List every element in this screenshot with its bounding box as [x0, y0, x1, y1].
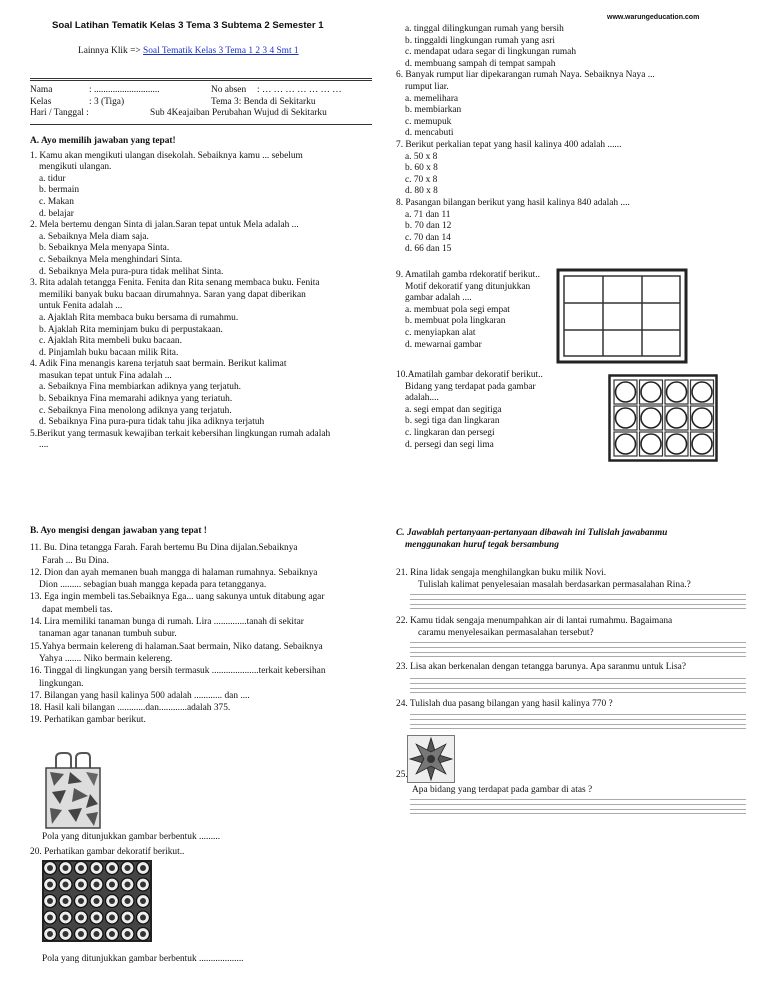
- text-line: 5.Berikut yang termasuk kewajiban terkait kebersihan lingkungan rumah adalah: [30, 428, 331, 439]
- text-line: caramu menyelesaikan permasalahan tersebut?: [418, 627, 594, 638]
- section-a-heading: A. Ayo memilih jawaban yang tepat!: [30, 136, 176, 146]
- text-line: 14. Lira memiliki tanaman bunga di rumah. Lira ..............tanah di sekitar: [30, 617, 304, 628]
- option-line: d. mencabuti: [405, 128, 454, 139]
- option-line: a. tidur: [39, 173, 66, 184]
- q19-caption: Pola yang ditunjukkan gambar berbentuk .........: [42, 832, 221, 842]
- option-line: c. Makan: [39, 196, 74, 207]
- text-line: Motif dekoratif yang ditunjukkan: [405, 281, 531, 292]
- option-line: a. 50 x 8: [405, 151, 438, 162]
- text-line: 12. Dion dan ayah memanen buah mangga di halaman rumahnya. Sebaiknya: [30, 567, 318, 578]
- q20-text: 20. Perhatikan gambar dekoratif berikut..: [30, 847, 185, 857]
- text-line: 8. Pasangan bilangan berikut yang hasil kalinya 840 adalah ....: [396, 197, 630, 208]
- option-line: c. 70 dan 14: [405, 232, 451, 243]
- option-line: b. membiarkan: [405, 105, 462, 116]
- section-c-heading: [396, 528, 667, 551]
- grid-pattern-image: [556, 268, 688, 364]
- option-line: d. belajar: [39, 208, 74, 219]
- circle-grid-image: [608, 374, 718, 462]
- option-line: c. lingkaran dan persegi: [405, 427, 495, 438]
- option-line: c. mendapat udara segar di lingkungan rumah: [405, 47, 577, 58]
- section-b-heading: B. Ayo mengisi dengan jawaban yang tepat !: [30, 526, 207, 536]
- identity-block: [30, 85, 372, 120]
- question-21: [396, 568, 691, 591]
- option-line: d. 66 dan 15: [405, 244, 452, 255]
- question-23: 23. Lisa akan berkenalan dengan tetangga barunya. Apa saranmu untuk Lisa?: [396, 662, 686, 672]
- section-c-heading-1: C. Jawablah pertanyaan-pertanyaan dibawah ini Tulislah jawabanmu: [396, 528, 668, 538]
- option-line: b. 60 x 8: [405, 163, 438, 174]
- option-line: d. Sebaiknya Fina pura-pura tidak tahu jika adiknya terjatuh: [39, 417, 265, 428]
- option-line: c. Sebaiknya Mela menghindari Sinta.: [39, 254, 183, 265]
- option-line: b. 70 dan 12: [405, 221, 452, 232]
- text-line: memiliki banyak buku bacaan dirumahnya. Saran yang dapat diberikan: [39, 289, 306, 300]
- question-22: [396, 616, 672, 639]
- text-line: untuk Fenita adalah ...: [39, 301, 123, 312]
- text-line: gambar adalah ....: [405, 293, 472, 304]
- option-line: d. persegi dan segi lima: [405, 439, 494, 450]
- section-c-heading-2: menggunakan huruf tegak bersambung: [405, 539, 559, 550]
- text-line: Yahya ....... Niko bermain kelereng.: [39, 653, 173, 664]
- option-line: b. Sebaiknya Mela menyapa Sinta.: [39, 243, 170, 254]
- option-line: b. tinggaldi lingkungan rumah yang asri: [405, 35, 555, 46]
- option-line: d. 80 x 8: [405, 186, 438, 197]
- text-line: 22. Kamu tidak sengaja menumpahkan air di lantai rumahmu. Bagaimana: [396, 616, 673, 626]
- noabsen-label: No absen: [211, 85, 247, 95]
- option-line: d. Sebaiknya Mela pura-pura tidak melihat Sinta.: [39, 266, 224, 277]
- option-line: c. Sebaiknya Fina menolong adiknya yang terjatuh.: [39, 405, 232, 416]
- text-line: 4. Adik Fina menangis karena terjatuh saat bermain. Berikut kalimat: [30, 359, 287, 370]
- text-line: 18. Hasil kali bilangan ............dan............adalah 375.: [30, 703, 231, 714]
- text-line: Bidang yang terdapat pada gambar: [405, 381, 536, 392]
- option-line: b. segi tiga dan lingkaran: [405, 416, 500, 427]
- option-line: a. memelihara: [405, 93, 459, 104]
- option-line: a. Ajaklah Rita membaca buku bersama di rumahmu.: [39, 312, 239, 323]
- option-line: a. segi empat dan segitiga: [405, 404, 502, 415]
- text-line: rumput liar.: [405, 81, 449, 92]
- text-line: 3. Rita adalah tetangga Fenita. Fenita dan Rita senang membaca buku. Fenita: [30, 278, 320, 289]
- text-line: 16. Tinggal di lingkungan yang bersih termasuk ....................terkait kebersihan: [30, 666, 326, 677]
- text-line: 17. Bilangan yang hasil kalinya 500 adalah ............ dan ....: [30, 690, 250, 701]
- q20-caption: Pola yang ditunjukkan gambar berbentuk ...................: [42, 954, 244, 964]
- text-line: ....: [39, 440, 49, 451]
- text-line: 11. Bu. Dina tetangga Farah. Farah bertemu Bu Dina dijalan.Sebaiknya: [30, 543, 298, 554]
- noabsen-value: : … … … … … … …: [257, 85, 342, 95]
- star-pattern-image: [407, 735, 455, 783]
- text-line: masukan tepat untuk Fina adalah ...: [39, 370, 172, 381]
- bag-pattern-image: [42, 752, 104, 830]
- text-line: Dion ......... sebagian buah mangga kepada para tetangganya.: [39, 580, 267, 591]
- text-line: dapat membeli tas.: [42, 604, 113, 615]
- nama-label: Nama: [30, 85, 53, 95]
- option-line: a. 71 dan 11: [405, 209, 451, 220]
- worksheet-title: Soal Latihan Tematik Kelas 3 Tema 3 Subtema 2 Semester 1: [52, 20, 324, 31]
- option-line: a. Sebaiknya Mela diam saja.: [39, 231, 149, 242]
- sub-label: Sub 4Keajaiban Perubahan Wujud di Sekitarku: [150, 108, 327, 119]
- section-a-left: [30, 136, 380, 452]
- hari-label: Hari / Tanggal :: [30, 108, 89, 119]
- text-line: 6. Banyak rumput liar dipekarangan rumah Naya. Sebaiknya Naya ...: [396, 70, 655, 81]
- text-line: tanaman agar tananan tumbuh subur.: [39, 629, 177, 640]
- kelas-label: Kelas: [30, 96, 52, 107]
- question-25-number: 25.: [396, 770, 408, 780]
- kelas-value: : 3 (Tiga): [89, 96, 125, 107]
- text-line: 13. Ega ingin membeli tas.Sebaiknya Ega... uang sakunya untuk ditabung agar: [30, 592, 325, 603]
- text-line: 21. Rina lidak sengaja menghilangkan buku milik Novi.: [396, 568, 607, 578]
- text-line: Farah ... Bu Dina.: [42, 555, 109, 566]
- text-line: 19. Perhatikan gambar berikut.: [30, 715, 146, 726]
- text-line: lingkungan.: [39, 678, 84, 689]
- question-24: 24. Tulislah dua pasang bilangan yang hasil kalinya 770 ?: [396, 699, 613, 709]
- option-line: d. mewarnai gambar: [405, 339, 482, 350]
- more-link[interactable]: Soal Tematik Kelas 3 Tema 1 2 3 4 Smt 1: [143, 46, 299, 56]
- question-10: [396, 370, 606, 451]
- text-line: 1. Kamu akan mengikuti ulangan disekolah. Sebaiknya kamu ... sebelum: [30, 150, 303, 161]
- site-url: www.warungeducation.com: [607, 14, 700, 21]
- option-line: a. membuat pola segi empat: [405, 304, 510, 315]
- option-line: c. memupuk: [405, 116, 452, 127]
- text-line: 15.Yahya bermain kelereng di halaman.Saat bermain, Niko datang. Sebaiknya: [30, 641, 323, 652]
- tema-label: Tema 3: Benda di Sekitarku: [211, 96, 316, 107]
- option-line: b. Sebaiknya Fina memarahi adiknya yang teriatuh.: [39, 394, 233, 405]
- decorative-pattern-image: [42, 860, 152, 942]
- text-line: adalah....: [405, 393, 439, 404]
- text-line: mengikuti ulangan.: [39, 162, 112, 173]
- text-line: 2. Mela bertemu dengan Sinta di jalan.Saran tepat untuk Mela adalah ...: [30, 220, 299, 231]
- text-line: 7. Berikut perkalian tepat yang hasil kalinya 400 adalah ......: [396, 139, 622, 150]
- nama-value: : ............................: [89, 85, 160, 95]
- more-prefix: Lainnya Klik =>: [78, 46, 143, 56]
- text-line: 9. Amatilah gamba rdekoratif berikut..: [396, 270, 540, 280]
- question-25: Apa bidang yang terdapat pada gambar di atas ?: [412, 785, 593, 795]
- option-line: d. Pinjamlah buku bacaan milik Rita.: [39, 347, 179, 358]
- text-line: 10.Amatilah gambar dekoratif berikut..: [396, 370, 543, 380]
- option-line: c. menyiapkan alat: [405, 327, 476, 338]
- section-b: [30, 525, 390, 727]
- section-a-right: [396, 24, 746, 256]
- more-link-line: [78, 46, 299, 56]
- option-line: b. Ajaklah Rita meminjam buku di perpustakaan.: [39, 324, 223, 335]
- option-line: c. Ajaklah Rita membeli buku bacaan.: [39, 336, 182, 347]
- option-line: c. 70 x 8: [405, 174, 438, 185]
- option-line: b. membuat pola lingkaran: [405, 316, 506, 327]
- option-line: b. bermain: [39, 185, 80, 196]
- option-line: a. tinggal dilingkungan rumah yang bersih: [405, 24, 564, 34]
- option-line: a. Sebaiknya Fina membiarkan adiknya yang terjatuh.: [39, 382, 242, 393]
- text-line: Tulislah kalimat penyelesaian masalah berdasarkan permasalahan Rina.?: [418, 579, 691, 590]
- option-line: d. membuang sampah di tempat sampah: [405, 58, 556, 69]
